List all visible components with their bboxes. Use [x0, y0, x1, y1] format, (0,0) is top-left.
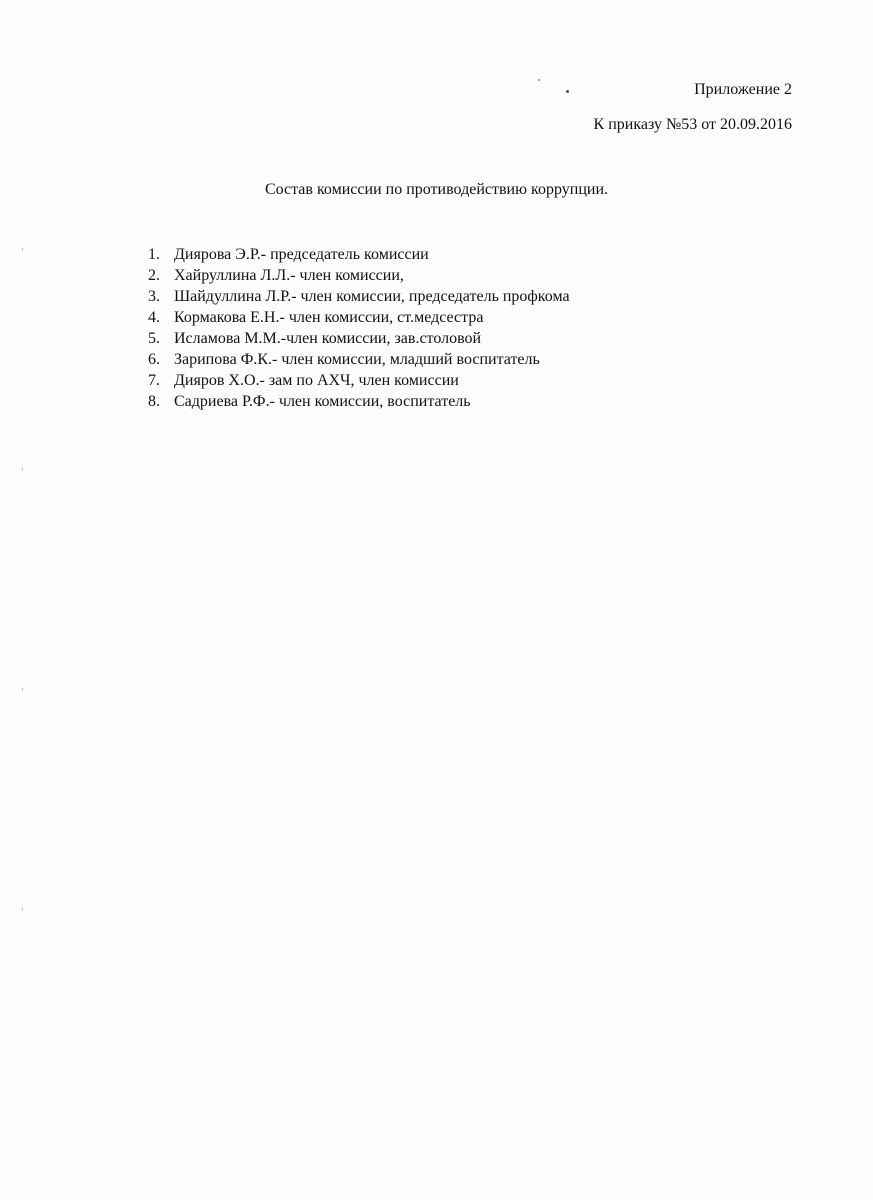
list-item-number: 2. — [148, 267, 160, 284]
commission-members-list — [148, 244, 570, 412]
list-item-text: Исламова М.М.-член комиссии, зав.столовой — [174, 330, 482, 347]
appendix-label: Приложение 2 — [694, 81, 792, 98]
list-item-text: Зарипова Ф.К.- член комиссии, младший воспитатель — [174, 351, 540, 368]
list-item-number: 7. — [148, 372, 160, 389]
document-title: Состав комиссии по противодействию коррупции. — [264, 181, 609, 198]
scan-speck — [538, 79, 540, 81]
list-item — [148, 244, 570, 265]
list-item-text: Шайдуллина Л.Р.- член комиссии, председатель профкома — [174, 288, 570, 305]
list-item-text: Кормакова Е.Н.- член комиссии, ст.медсестра — [174, 309, 484, 326]
list-item — [148, 307, 570, 328]
list-item-number: 5. — [148, 330, 160, 347]
list-item-text: Диярова Э.Р.- председатель комиссии — [174, 246, 429, 263]
list-item-number: 4. — [148, 309, 160, 326]
order-reference: К приказу №53 от 20.09.2016 — [593, 116, 792, 133]
list-item-text: Хайруллина Л.Л.- член комиссии, — [174, 267, 404, 284]
list-item — [148, 265, 570, 286]
list-item — [148, 349, 570, 370]
list-item — [148, 391, 570, 412]
list-item-number: 6. — [148, 351, 160, 368]
scan-speck — [566, 90, 569, 93]
scan-edge-mark — [22, 688, 23, 691]
list-item-text: Садриева Р.Ф.- член комиссии, воспитатель — [174, 393, 471, 410]
scan-edge-mark — [22, 468, 23, 471]
list-item — [148, 328, 570, 349]
scan-edge-mark — [22, 248, 23, 251]
list-item-text: Дияров Х.О.- зам по АХЧ, член комиссии — [174, 372, 459, 389]
list-item-number: 8. — [148, 393, 160, 410]
list-item — [148, 370, 570, 391]
list-item — [148, 286, 570, 307]
scan-edge-mark — [22, 908, 23, 911]
list-item-number: 1. — [148, 246, 160, 263]
list-item-number: 3. — [148, 288, 160, 305]
